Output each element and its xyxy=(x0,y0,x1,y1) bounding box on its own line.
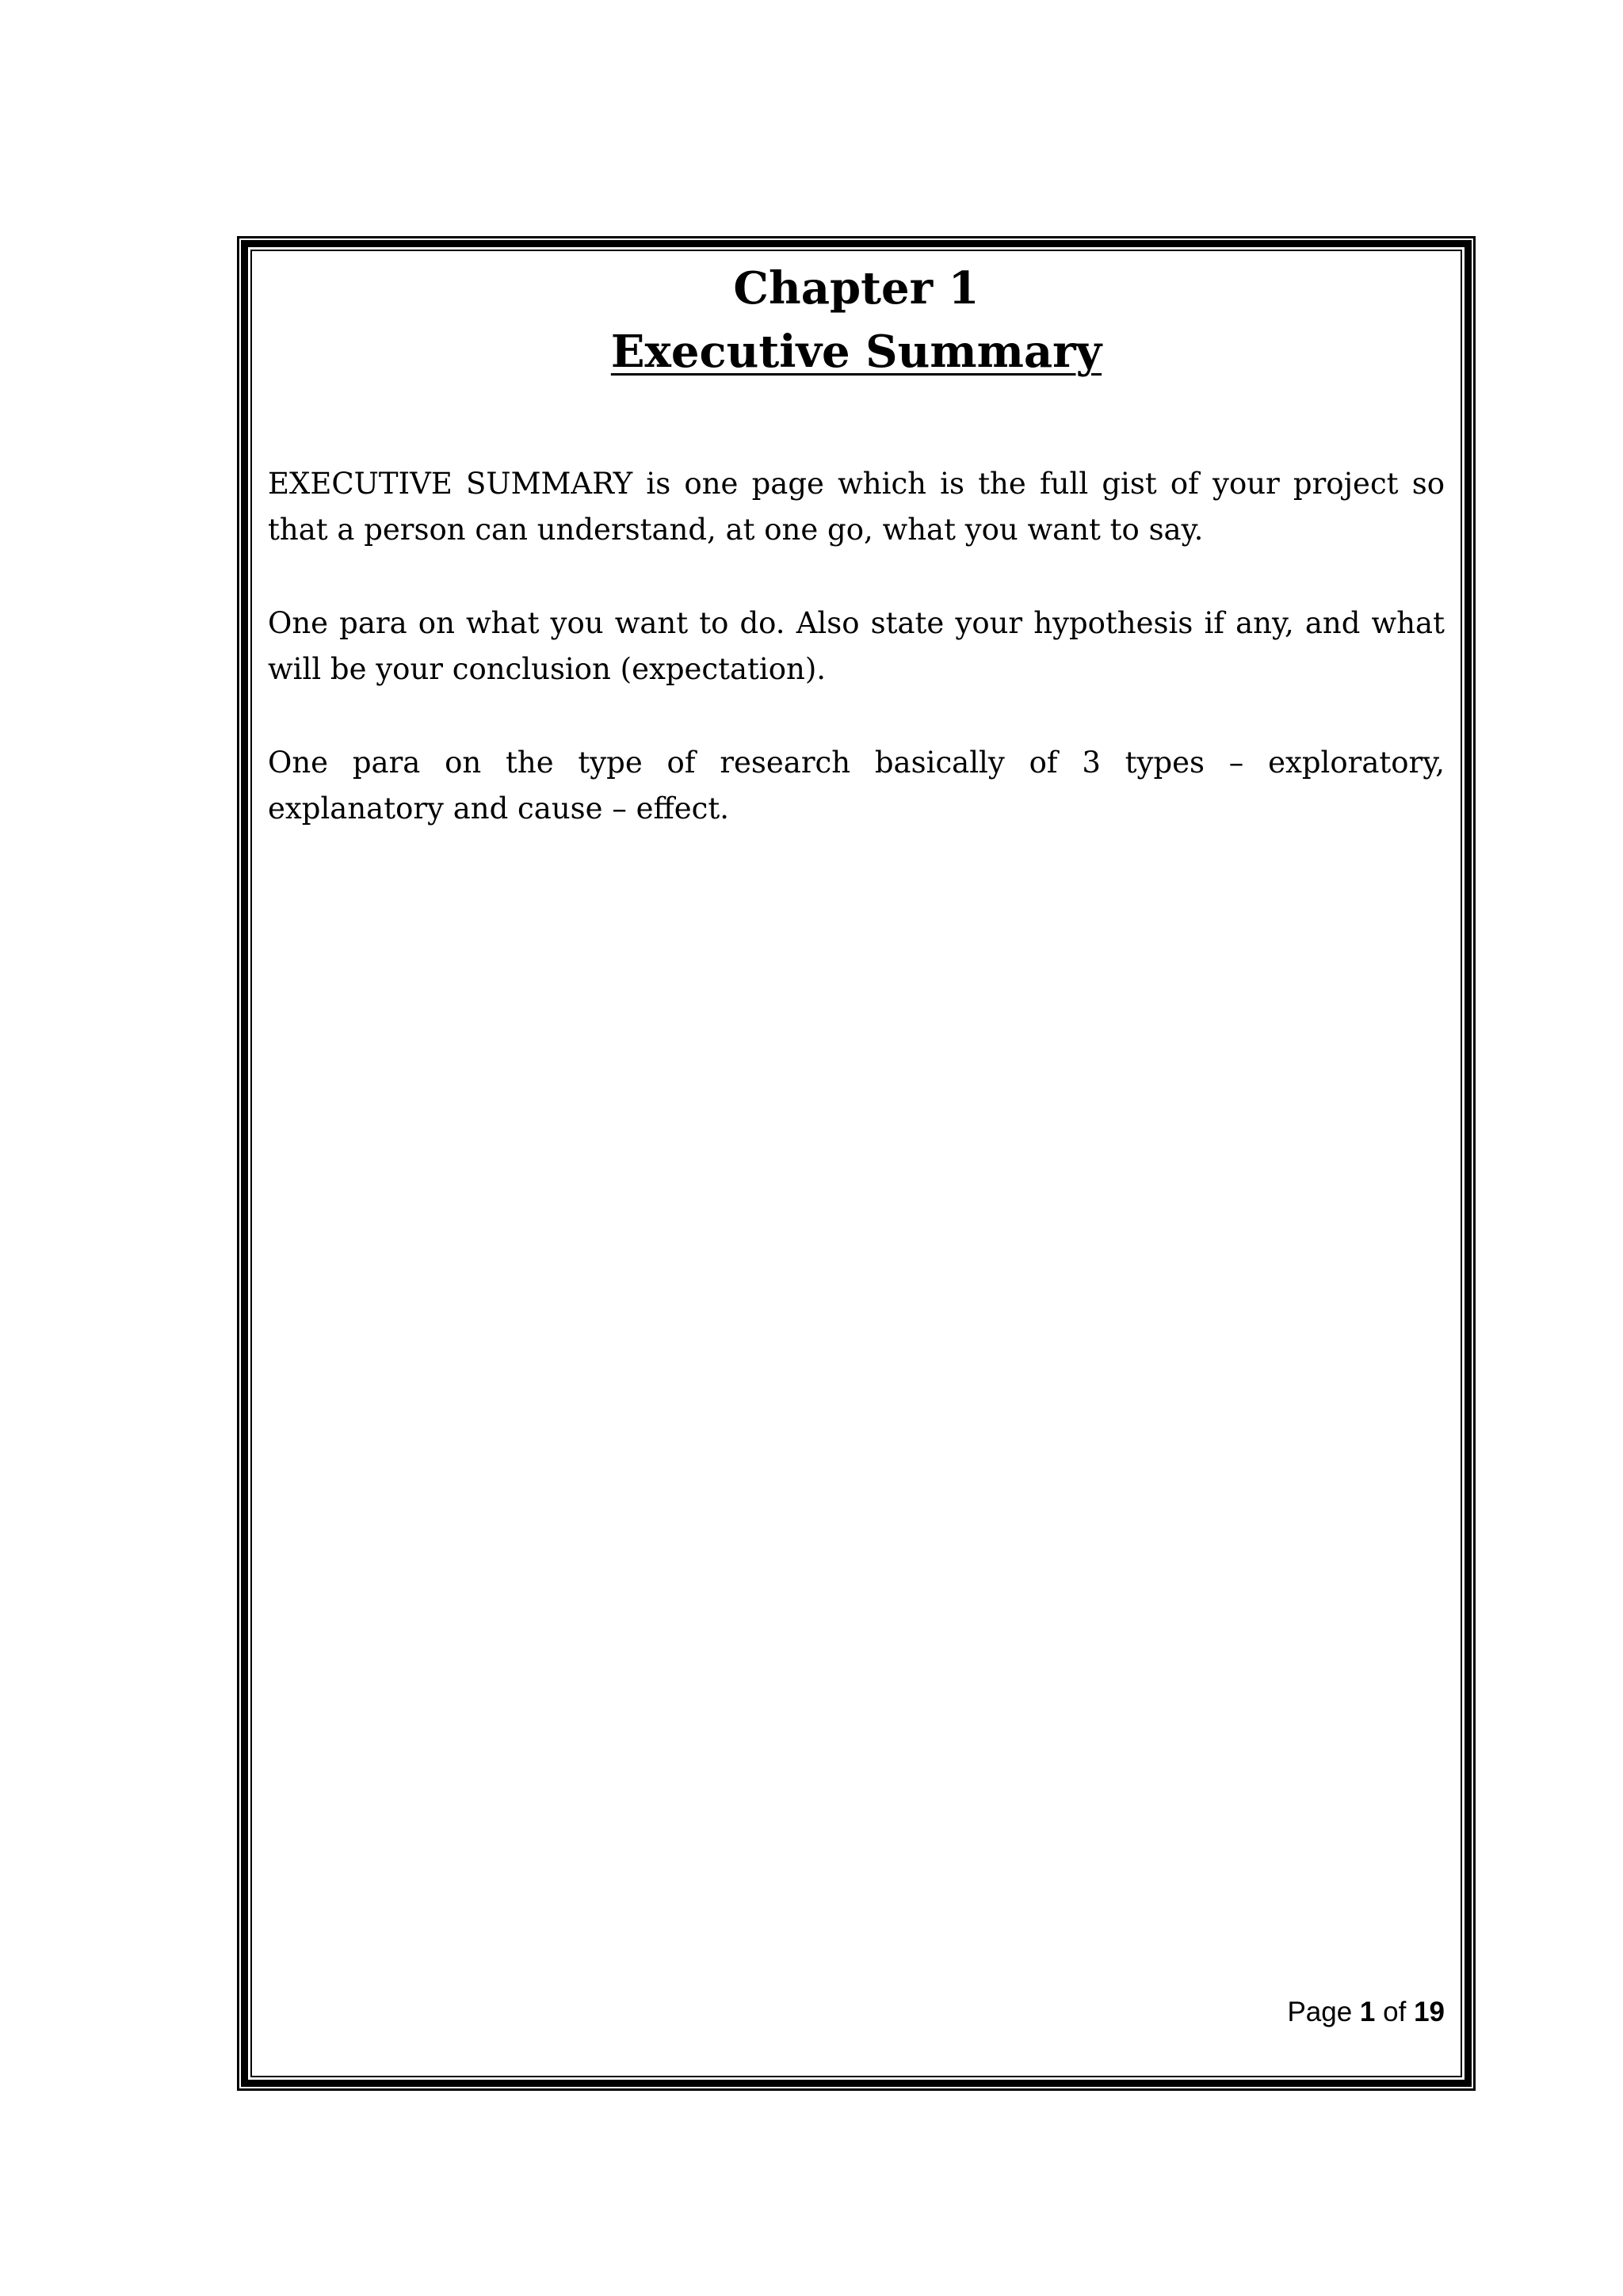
chapter-subtitle xyxy=(268,320,1445,383)
of-label: of xyxy=(1383,1997,1407,2027)
paragraph-research-type: One para on the type of research basically of 3 types – exploratory, explanatory and cause – effect. xyxy=(268,746,1445,826)
page-number xyxy=(1287,1995,1445,2030)
page-label: Page xyxy=(1287,1997,1353,2027)
paragraph-executive-summary: EXECUTIVE SUMMARY is one page which is the full gist of your project so that a person can understand, at one go, what you want to say. xyxy=(268,467,1445,547)
page-content xyxy=(268,252,1445,832)
chapter-subtitle-text: Executive Summary xyxy=(610,326,1102,378)
paragraph-objective: One para on what you want to do. Also state your hypothesis if any, and what will be your conclusion (expectation). xyxy=(268,606,1445,686)
chapter-title: Chapter 1 xyxy=(733,262,980,315)
current-page: 1 xyxy=(1359,1997,1376,2027)
total-pages: 19 xyxy=(1414,1997,1445,2027)
